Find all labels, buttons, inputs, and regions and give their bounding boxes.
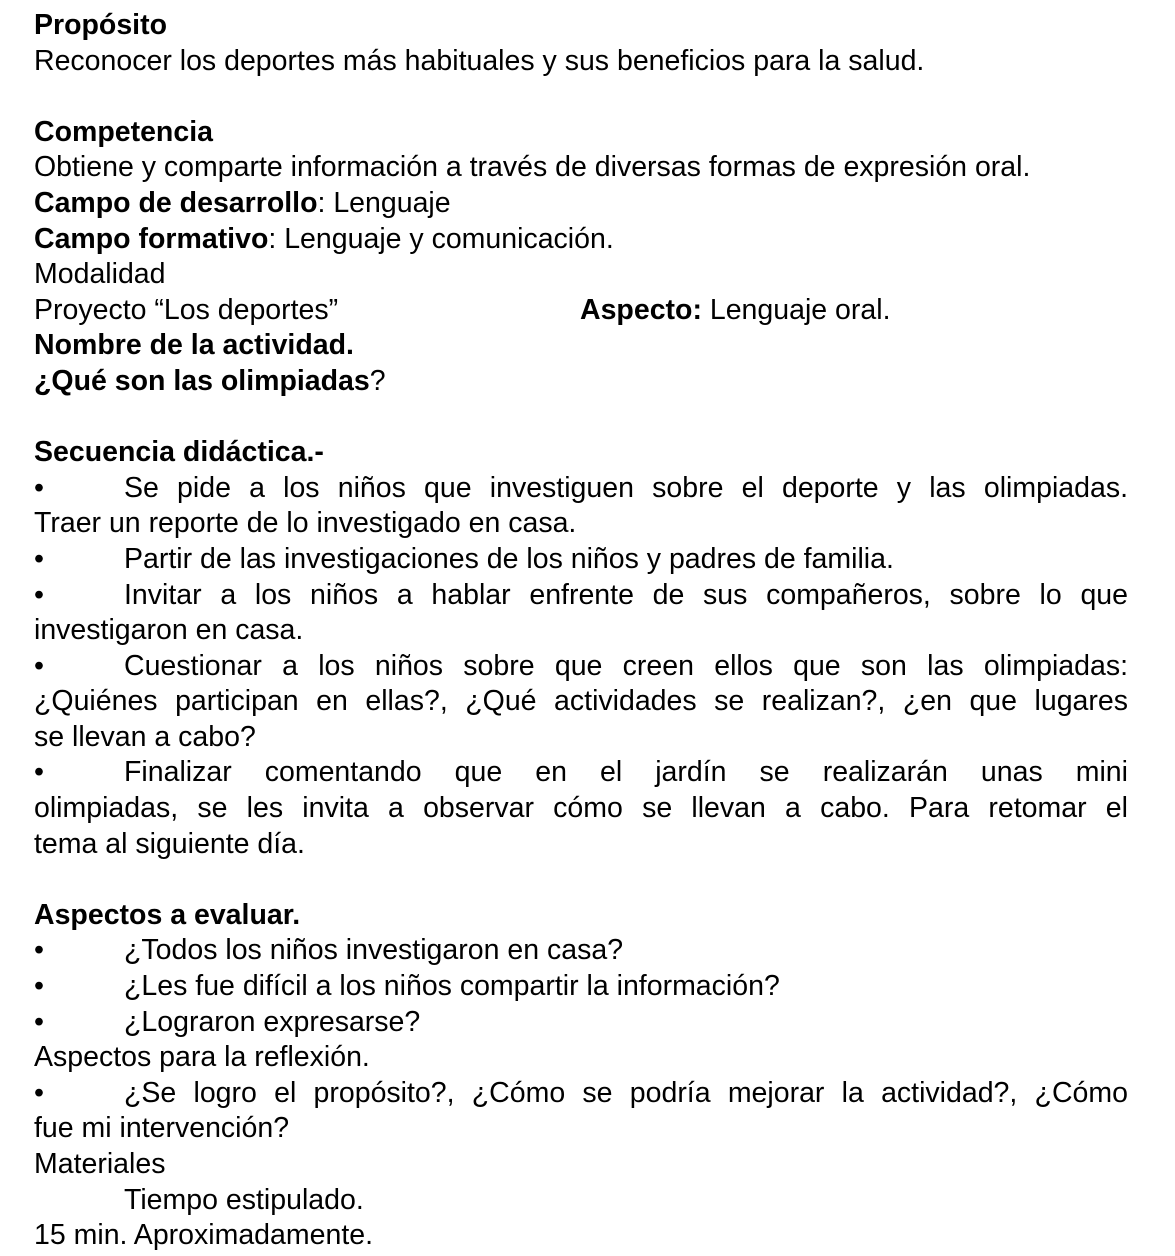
secuencia-item-first-line: [34, 471, 1128, 507]
secuencia-item-first-line: [34, 755, 1128, 791]
reflexion-first-text: ¿Se logro el propósito?, ¿Cómo se podría mejorar la actividad?, ¿Cómo: [124, 1076, 1128, 1109]
competencia-text: Obtiene y comparte información a través de diversas formas de expresión oral.: [34, 151, 1031, 184]
materiales-label: Materiales: [34, 1148, 166, 1180]
secuencia-item-text: Finalizar comentando que en el jardín se realizarán unas mini: [124, 756, 1128, 789]
bullet-marker: •: [34, 1005, 44, 1038]
evaluar-item: [34, 1005, 1128, 1041]
tiempo-value: 15 min. Aproximadamente.: [34, 1219, 374, 1252]
secuencia-item-continuation: se llevan a cabo?: [34, 720, 256, 753]
reflexion-item: [34, 1076, 1128, 1147]
modalidad-label: Modalidad: [34, 258, 166, 291]
actividad-name-line: [34, 364, 1128, 400]
evaluar-heading: Aspectos a evaluar.: [34, 898, 301, 931]
bullet-marker: •: [34, 649, 44, 682]
bullet-marker: •: [34, 934, 44, 967]
secuencia-item-text: Invitar a los niños a hablar enfrente de sus compañeros, sobre lo que: [124, 578, 1128, 611]
aspecto-field: [580, 293, 891, 329]
secuencia-item-continuation: olimpiadas, se les invita a observar cómo se llevan a cabo. Para retomar el: [34, 792, 1128, 825]
evaluar-item: [34, 969, 1128, 1005]
campo-desarrollo-label: Campo de desarrollo: [34, 186, 318, 219]
secuencia-item-continuation: Traer un reporte de lo investigado en casa.: [34, 507, 577, 540]
secuencia-heading: Secuencia didáctica.-: [34, 436, 324, 469]
actividad-name: ¿Qué son las olimpiadas: [34, 364, 370, 397]
campo-desarrollo-line: [34, 186, 1128, 222]
campo-formativo-label: Campo formativo: [34, 222, 269, 255]
proyecto-text: Proyecto “Los deportes”: [34, 293, 339, 326]
evaluar-item-text: ¿Les fue difícil a los niños compartir la información?: [124, 970, 780, 1003]
aspecto-value: Lenguaje oral.: [701, 293, 891, 326]
bullet-marker: •: [34, 578, 44, 611]
evaluar-item: [34, 933, 1128, 969]
reflexion-first-line: [34, 1076, 1128, 1112]
secuencia-item: [34, 471, 1128, 542]
campo-desarrollo-value: : Lenguaje: [317, 186, 451, 219]
reflexion-heading: Aspectos para la reflexión.: [34, 1041, 370, 1074]
secuencia-item-text: Cuestionar a los niños sobre que creen ellos que son las olimpiadas:: [124, 649, 1128, 682]
secuencia-item-first-line: [34, 578, 1128, 614]
secuencia-item: [34, 578, 1128, 649]
proyecto-line: [34, 293, 1128, 329]
bullet-marker: •: [34, 970, 44, 1003]
lesson-plan-document: [34, 8, 1128, 1254]
actividad-name-tail: ?: [369, 364, 386, 397]
bullet-marker: •: [34, 1076, 44, 1109]
competencia-heading: Competencia: [34, 115, 213, 148]
actividad-heading: Nombre de la actividad.: [34, 329, 354, 362]
campo-formativo-line: [34, 222, 1128, 258]
evaluar-list: [34, 933, 1128, 1040]
secuencia-list: [34, 471, 1128, 863]
secuencia-item-continuation: ¿Quiénes participan en ellas?, ¿Qué actividades se realizan?, ¿en que lugares: [34, 685, 1128, 718]
secuencia-item-first-line: [34, 542, 1128, 578]
bullet-marker: •: [34, 471, 44, 504]
spacer: [34, 862, 1128, 898]
secuencia-item-text: Partir de las investigaciones de los niños y padres de familia.: [124, 542, 894, 575]
secuencia-item-continuation: investigaron en casa.: [34, 614, 304, 647]
reflexion-rest: fue mi intervención?: [34, 1112, 290, 1145]
tiempo-label: Tiempo estipulado.: [124, 1183, 364, 1216]
proposito-text: Reconocer los deportes más habituales y sus beneficios para la salud.: [34, 44, 925, 77]
bullet-marker: •: [34, 542, 44, 575]
secuencia-item: [34, 542, 1128, 578]
spacer: [34, 79, 1128, 115]
evaluar-item-text: ¿Todos los niños investigaron en casa?: [124, 934, 624, 967]
spacer: [34, 400, 1128, 436]
proposito-heading: Propósito: [34, 9, 167, 41]
aspecto-label: Aspecto:: [580, 293, 702, 326]
secuencia-item-text: Se pide a los niños que investiguen sobre el deporte y las olimpiadas.: [124, 471, 1128, 504]
secuencia-item-first-line: [34, 649, 1128, 685]
secuencia-item-continuation: tema al siguiente día.: [34, 827, 305, 860]
secuencia-item: [34, 755, 1128, 862]
evaluar-item-text: ¿Lograron expresarse?: [124, 1005, 421, 1038]
campo-formativo-value: : Lenguaje y comunicación.: [268, 222, 614, 255]
secuencia-item: [34, 649, 1128, 756]
bullet-marker: •: [34, 756, 44, 789]
